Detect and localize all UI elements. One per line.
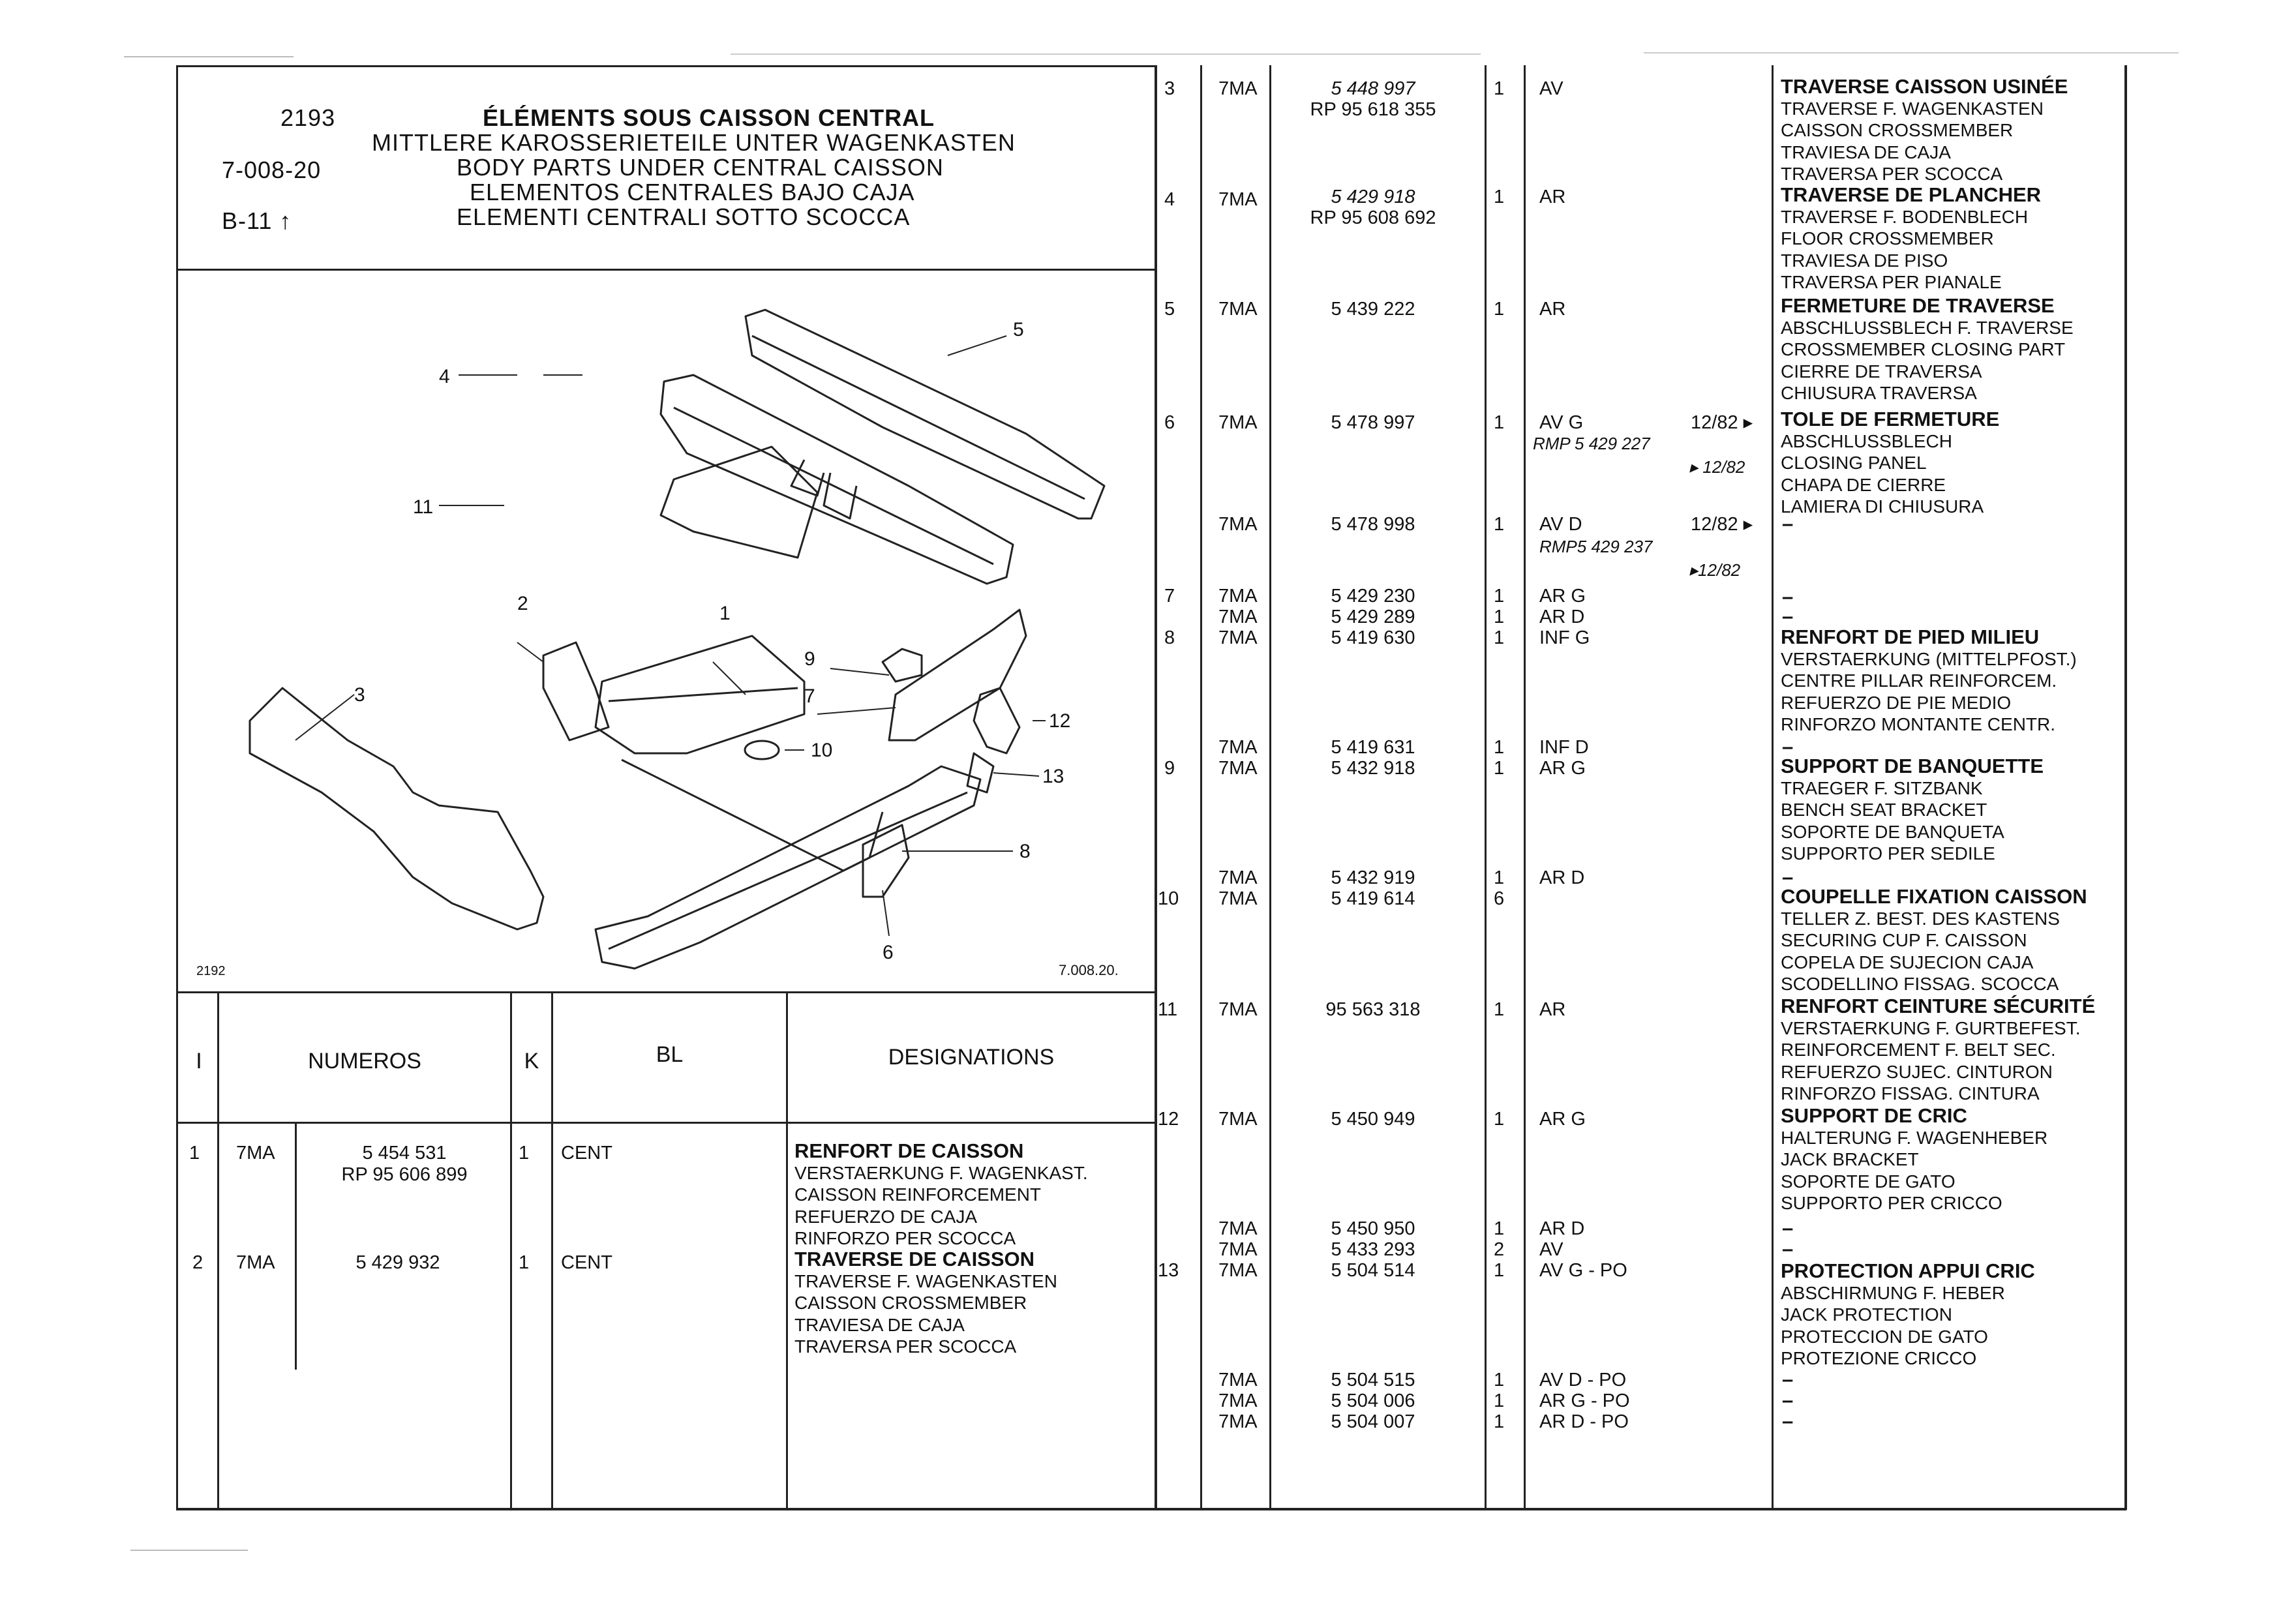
frame-right (2124, 65, 2127, 1510)
right-row-model: 7MA (1218, 1411, 1258, 1432)
right-row-bl: AR (1539, 299, 1566, 320)
right-row-model: 7MA (1218, 888, 1258, 909)
right-col-line (1200, 65, 1202, 1510)
left-row-1-index: 1 (189, 1143, 200, 1164)
right-row-number: 5 450 950 (1331, 1218, 1415, 1239)
right-row-designation: PROTECTION APPUI CRIC ABSCHIRMUNG F. HEBER JACK PROTECTION PROTECCION DE GATO PROTEZIONE CRICCO (1781, 1259, 2035, 1368)
right-row-replacement: RMP5 429 237 (1539, 537, 1653, 556)
part-7-closing-panel (889, 610, 1026, 740)
right-row-index: 3 (1164, 78, 1175, 99)
left-row-2-number: 5 429 932 (355, 1252, 440, 1273)
right-row-designation: – (1782, 605, 1794, 627)
right-row-model: 7MA (1218, 78, 1258, 99)
right-row-date-alt: ▸12/82 (1689, 560, 1741, 580)
part-6-rail (596, 766, 980, 969)
right-row-index: 7 (1164, 586, 1175, 607)
callout-12: 12 (1049, 710, 1071, 732)
callout-5: 5 (1013, 319, 1024, 340)
right-row-index: 10 (1158, 888, 1179, 909)
right-row-bl: AV D - PO (1539, 1370, 1627, 1390)
right-row-model: 7MA (1218, 607, 1258, 627)
right-row-k: 1 (1494, 1411, 1505, 1432)
left-row-1-number: 5 454 531 (362, 1143, 447, 1164)
right-row-rp-number: RP 95 618 355 (1310, 99, 1436, 120)
right-row-number: 5 478 997 (1331, 412, 1415, 433)
right-row-k: 2 (1494, 1239, 1505, 1260)
right-row-designation: FERMETURE DE TRAVERSE ABSCHLUSSBLECH F. TRAVERSE CROSSMEMBER CLOSING PART CIERRE DE TRAVERSA CHIUSURA TRAVERSA (1781, 294, 2074, 403)
col-header-k: K (524, 1049, 539, 1074)
right-row-number: 5 429 918 (1331, 187, 1415, 207)
right-row-k: 1 (1494, 1260, 1505, 1281)
frame-bottom (176, 1508, 2126, 1510)
right-row-number: 5 504 006 (1331, 1390, 1415, 1411)
callout-3: 3 (354, 684, 365, 706)
callout-9: 9 (804, 648, 815, 670)
part-5-crossmember (746, 310, 1104, 518)
right-col-line (1485, 65, 1487, 1510)
right-row-number: 5 439 222 (1331, 299, 1415, 320)
right-row-bl: AV (1539, 1239, 1563, 1260)
scan-noise (731, 53, 1481, 55)
left-row-2-index: 2 (192, 1252, 204, 1273)
right-row-number: 5 432 918 (1331, 758, 1415, 779)
right-row-model: 7MA (1218, 412, 1258, 433)
right-row-model: 7MA (1218, 1370, 1258, 1390)
right-row-designation: COUPELLE FIXATION CAISSON TELLER Z. BEST. DES KASTENS SECURING CUP F. CAISSON COPELA DE SUJECION CAJA SCODELLINO FISSAG. SCOCCA (1781, 885, 2087, 994)
part-11-panel (661, 447, 817, 558)
right-row-designation: – (1782, 865, 1794, 888)
right-row-index: 9 (1164, 758, 1175, 779)
right-row-k: 1 (1494, 627, 1505, 648)
right-col-line (1772, 65, 1774, 1510)
right-row-model: 7MA (1218, 999, 1258, 1020)
right-row-bl: AR D - PO (1539, 1411, 1629, 1432)
right-row-model: 7MA (1218, 1109, 1258, 1130)
right-row-index: 12 (1158, 1109, 1179, 1130)
title-de: MITTLERE KAROSSERIETEILE UNTER WAGENKASTEN (372, 129, 1016, 156)
right-row-k: 1 (1494, 586, 1505, 607)
right-row-index: 13 (1158, 1260, 1179, 1281)
right-row-model: 7MA (1218, 1260, 1258, 1281)
part-3-side-member (250, 688, 543, 929)
right-row-designation: – (1782, 735, 1794, 758)
right-row-bl: INF D (1539, 737, 1589, 758)
callout-13: 13 (1042, 766, 1065, 787)
right-col-line (1524, 65, 1526, 1510)
right-row-number: 5 429 289 (1331, 607, 1415, 627)
left-row-2-model: 7MA (236, 1252, 275, 1273)
right-row-k: 1 (1494, 758, 1505, 779)
right-row-designation: – (1782, 1368, 1794, 1390)
left-row-2-designation: TRAVERSE DE CAISSON TRAVERSE F. WAGENKASTEN CAISSON CROSSMEMBER TRAVIESA DE CAJA TRAVERSA PER SCOCCA (794, 1248, 1057, 1357)
right-row-date: 12/82 ▸ (1691, 412, 1753, 433)
diagram-bottom (176, 991, 1155, 993)
right-row-k: 1 (1494, 1109, 1505, 1130)
right-row-model: 7MA (1218, 737, 1258, 758)
title-es: ELEMENTOS CENTRALES BAJO CAJA (470, 179, 915, 205)
right-row-designation: RENFORT DE PIED MILIEU VERSTAERKUNG (MITTELPFOST.) CENTRE PILLAR REINFORCEM. REFUERZO DE PIE MEDIO RINFORZO MONTANTE CENTR. (1781, 625, 2077, 734)
right-row-k: 1 (1494, 1370, 1505, 1390)
right-row-bl: AV D (1539, 514, 1582, 535)
right-row-number: 5 504 007 (1331, 1411, 1415, 1432)
right-row-bl: AR G (1539, 586, 1586, 607)
right-row-index: 11 (1158, 999, 1178, 1020)
right-row-bl: AR G - PO (1539, 1390, 1630, 1411)
callout-11: 11 (413, 496, 434, 518)
right-row-bl: AR G (1539, 1109, 1586, 1130)
right-row-number: 5 419 614 (1331, 888, 1415, 909)
frame-top-left (176, 65, 1155, 67)
right-row-k: 1 (1494, 607, 1505, 627)
right-row-number: 5 504 515 (1331, 1370, 1415, 1390)
right-row-k: 1 (1494, 1390, 1505, 1411)
right-row-k: 1 (1494, 737, 1505, 758)
scan-noise (130, 1550, 248, 1551)
right-row-number: 5 448 997 (1331, 78, 1415, 99)
callout-6: 6 (883, 942, 894, 963)
scan-noise (124, 56, 294, 57)
right-row-designation: – (1782, 1409, 1794, 1432)
right-row-bl: AR G (1539, 758, 1586, 779)
title-it: ELEMENTI CENTRALI SOTTO SCOCCA (457, 203, 911, 230)
right-row-number: 5 504 514 (1331, 1260, 1415, 1281)
right-row-bl: AR D (1539, 607, 1585, 627)
right-row-model: 7MA (1218, 299, 1258, 320)
col-header-bl: BL (656, 1042, 684, 1067)
right-row-bl: AR D (1539, 1218, 1585, 1239)
right-row-k: 1 (1494, 867, 1505, 888)
title-en: BODY PARTS UNDER CENTRAL CAISSON (457, 154, 944, 181)
right-row-k: 6 (1494, 888, 1505, 909)
left-row-1-model: 7MA (236, 1143, 275, 1164)
part-13-jack-protection (967, 753, 993, 792)
title-fr: ÉLÉMENTS SOUS CAISSON CENTRAL (483, 104, 935, 131)
left-row-2-k: 1 (519, 1252, 530, 1273)
right-row-date-alt: ▸ 12/82 (1689, 457, 1745, 477)
right-row-number: 95 563 318 (1325, 999, 1421, 1020)
right-row-designation: TRAVERSE DE PLANCHER TRAVERSE F. BODENBLECH FLOOR CROSSMEMBER TRAVIESA DE PISO TRAVERSA PER PIANALE (1781, 183, 2042, 292)
right-row-date: 12/82 ▸ (1691, 514, 1753, 535)
part-12-jack-bracket (974, 688, 1020, 753)
right-row-bl: AR (1539, 187, 1566, 207)
right-row-number: 5 419 631 (1331, 737, 1415, 758)
right-row-model: 7MA (1218, 627, 1258, 648)
right-row-k: 1 (1494, 187, 1505, 207)
right-row-bl: AR (1539, 999, 1566, 1020)
left-row-1-designation: RENFORT DE CAISSON VERSTAERKUNG F. WAGENKAST. CAISSON REINFORCEMENT REFUERZO DE CAJA RINFORZO PER SCOCCA (794, 1139, 1088, 1248)
right-row-k: 1 (1494, 1218, 1505, 1239)
left-row-2-bl: CENT (561, 1252, 612, 1273)
right-row-model: 7MA (1218, 1390, 1258, 1411)
right-row-designation: – (1782, 512, 1794, 535)
right-row-k: 1 (1494, 999, 1505, 1020)
right-row-model: 7MA (1218, 867, 1258, 888)
right-row-model: 7MA (1218, 1218, 1258, 1239)
right-row-designation: – (1782, 1389, 1794, 1411)
callout-4: 4 (439, 366, 450, 387)
right-row-bl: AV (1539, 78, 1563, 99)
right-row-model: 7MA (1218, 1239, 1258, 1260)
right-row-k: 1 (1494, 299, 1505, 320)
right-row-k: 1 (1494, 514, 1505, 535)
col-header-designations: DESIGNATIONS (888, 1045, 1055, 1070)
right-row-designation: SUPPORT DE CRIC HALTERUNG F. WAGENHEBER JACK BRACKET SOPORTE DE GATO SUPPORTO PER CRICCO (1781, 1104, 2048, 1213)
right-row-number: 5 429 230 (1331, 586, 1415, 607)
right-row-bl: AR D (1539, 867, 1585, 888)
reference-code: 7-008-20 (222, 157, 322, 183)
right-row-model: 7MA (1218, 586, 1258, 607)
right-row-rp-number: RP 95 608 692 (1310, 207, 1436, 228)
middle-divider (1155, 65, 1157, 1510)
right-row-designation: – (1782, 1216, 1794, 1239)
right-row-bl: INF G (1539, 627, 1590, 648)
part-2-bracket (543, 642, 609, 740)
right-row-replacement: RMP 5 429 227 (1533, 434, 1650, 453)
right-row-bl: AV G - PO (1539, 1260, 1627, 1281)
right-row-k: 1 (1494, 412, 1505, 433)
right-row-model: 7MA (1218, 758, 1258, 779)
right-row-designation: – (1782, 1237, 1794, 1260)
right-row-designation: SUPPORT DE BANQUETTE TRAEGER F. SITZBANK BENCH SEAT BRACKET SOPORTE DE BANQUETA SUPPORTO PER SEDILE (1781, 755, 2044, 864)
diagram-ref-left: 2192 (196, 964, 226, 978)
left-row-1-k: 1 (519, 1143, 530, 1164)
right-row-model: 7MA (1218, 189, 1258, 210)
col-header-numeros: NUMEROS (308, 1049, 421, 1074)
right-row-number: 5 419 630 (1331, 627, 1415, 648)
col-header-index: I (196, 1049, 202, 1074)
section-code: B-11 ↑ (222, 207, 292, 234)
part-10-cup (745, 741, 779, 759)
right-row-designation: TOLE DE FERMETURE ABSCHLUSSBLECH CLOSING PANEL CHAPA DE CIERRE LAMIERA DI CHIUSURA (1781, 408, 2000, 517)
callout-8: 8 (1020, 841, 1031, 862)
left-col-line (295, 1122, 297, 1370)
left-row-1-bl: CENT (561, 1143, 612, 1164)
right-row-index: 6 (1164, 412, 1175, 433)
right-row-number: 5 433 293 (1331, 1239, 1415, 1260)
part-9-bracket (883, 649, 922, 682)
right-row-designation: TRAVERSE CAISSON USINÉE TRAVERSE F. WAGENKASTEN CAISSON CROSSMEMBER TRAVIESA DE CAJA TRAVERSA PER SCOCCA (1781, 75, 2068, 184)
part-4-crossmember (661, 375, 1013, 584)
scan-noise (1644, 52, 2179, 53)
callout-7: 7 (804, 685, 815, 707)
callout-2: 2 (517, 593, 528, 614)
left-table-header-line (176, 1122, 1155, 1124)
right-row-index: 5 (1164, 299, 1175, 320)
exploded-diagram (178, 271, 1155, 991)
right-row-model: 7MA (1218, 514, 1258, 535)
left-row-1-rp-number: RP 95 606 899 (341, 1164, 468, 1185)
diagram-ref-right: 7.008.20. (1059, 962, 1119, 978)
right-row-designation: RENFORT CEINTURE SÉCURITÉ VERSTAERKUNG F. GURTBEFEST. REINFORCEMENT F. BELT SEC. REFUERZO SUJEC. CINTURON RINFORZO FISSAG. CINTURA (1781, 995, 2096, 1104)
right-row-index: 8 (1164, 627, 1175, 648)
right-row-index: 4 (1164, 189, 1175, 210)
right-row-number: 5 478 998 (1331, 514, 1415, 535)
right-row-number: 5 450 949 (1331, 1109, 1415, 1130)
left-col-line (551, 991, 553, 1510)
right-row-number: 5 432 919 (1331, 867, 1415, 888)
right-col-line (1269, 65, 1271, 1510)
page-number: 2193 (280, 104, 336, 131)
callout-1: 1 (719, 603, 731, 624)
right-row-designation: – (1782, 585, 1794, 608)
right-row-bl: AV G (1539, 412, 1584, 433)
right-row-k: 1 (1494, 78, 1505, 99)
callout-10: 10 (811, 740, 833, 761)
